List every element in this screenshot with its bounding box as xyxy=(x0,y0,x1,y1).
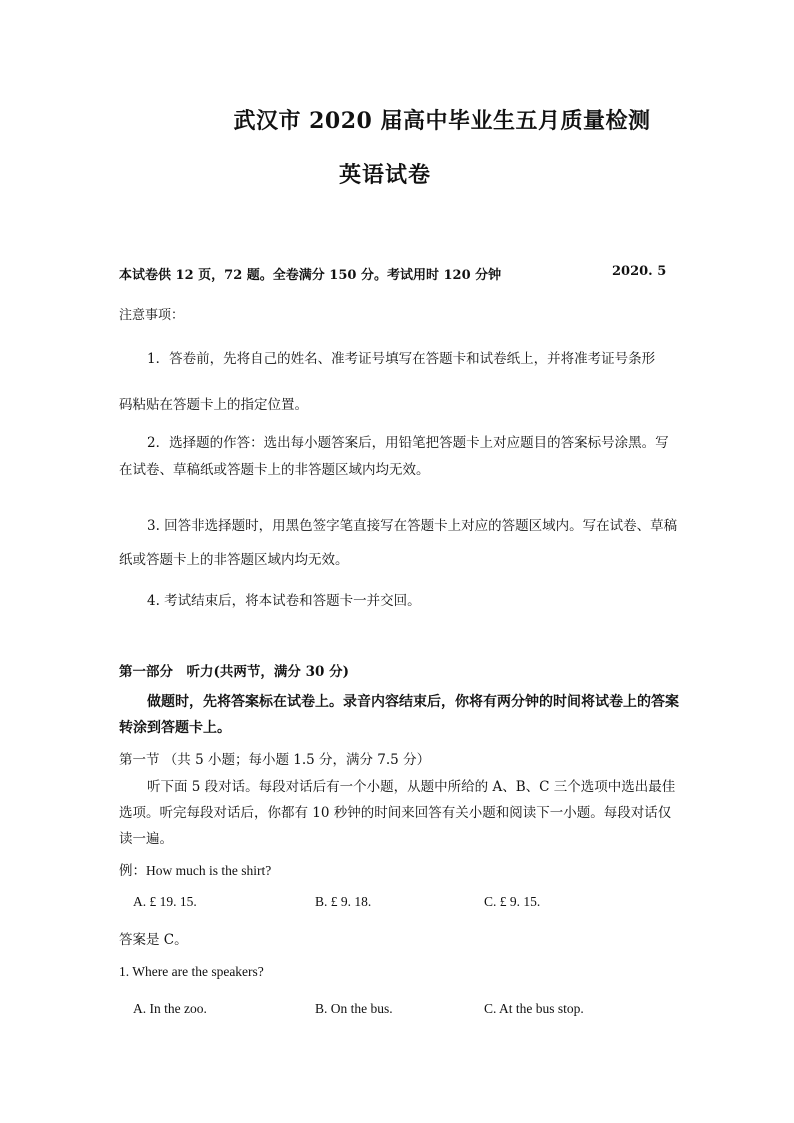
question-1-option-b: B. On the bus. xyxy=(315,1001,393,1016)
notice-item-1-line-1: 1．答卷前，先将自己的姓名、准考证号填写在答题卡和试卷纸上，并将准考证号条形 xyxy=(147,351,656,367)
exam-title: 武汉市 2020 届高中毕业生五月质量检测 xyxy=(233,108,651,134)
question-1-option-c: C. At the bus stop. xyxy=(484,1001,584,1016)
part-1-instruction: 做题时，先将答案标在试卷上。录音内容结束后，你将有两分钟的时间将试卷上的答案转涂到答题卡上。 xyxy=(119,694,679,736)
notice-item-1-line-2: 码粘贴在答题卡上的指定位置。 xyxy=(119,397,308,413)
part-1-heading: 第一部分 听力(共两节，满分 30 分) xyxy=(119,664,349,680)
example-question: 例：How much is the shirt? xyxy=(119,863,272,878)
notice-item-4: 4. 考试结束后，将本试卷和答题卡一并交回。 xyxy=(147,593,421,609)
question-1-option-a: A. In the zoo. xyxy=(133,1001,207,1016)
example-answer: 答案是 C。 xyxy=(119,932,188,948)
example-option-c: C. £ 9. 15. xyxy=(484,894,541,909)
notice-item-2: 2．选择题的作答：选出每小题答案后，用铅笔把答题卡上对应题目的答案标号涂黑。写在试卷、草稿纸或答题卡上的非答题区域内均无效。 xyxy=(119,435,669,478)
question-1: 1. Where are the speakers? xyxy=(119,964,264,979)
section-1-instruction: 听下面 5 段对话。每段对话后有一个小题，从题中所给的 A、B、C 三个选项中选出最佳选项。听完每段对话后，你都有 10 秒钟的时间来回答有关小题和阅读下一小题。每段对话仅读一遍。 xyxy=(119,779,676,847)
exam-info: 本试卷供 12 页，72 题。全卷满分 150 分。考试用时 120 分钟 xyxy=(119,268,502,283)
notice-item-3: 3. 回答非选择题时，用黑色签字笔直接写在答题卡上对应的答题区域内。写在试卷、草稿纸或答题卡上的非答题区域内均无效。 xyxy=(119,518,678,568)
section-1-heading: 第一节 （共 5 小题；每小题 1.5 分，满分 7.5 分） xyxy=(119,752,431,768)
notice-heading: 注意事项： xyxy=(119,308,185,323)
exam-date: 2020. 5 xyxy=(612,264,667,279)
example-option-a: A. £ 19. 15. xyxy=(133,894,197,909)
exam-subtitle: 英语试卷 xyxy=(338,162,431,188)
example-option-b: B. £ 9. 18. xyxy=(315,894,372,909)
